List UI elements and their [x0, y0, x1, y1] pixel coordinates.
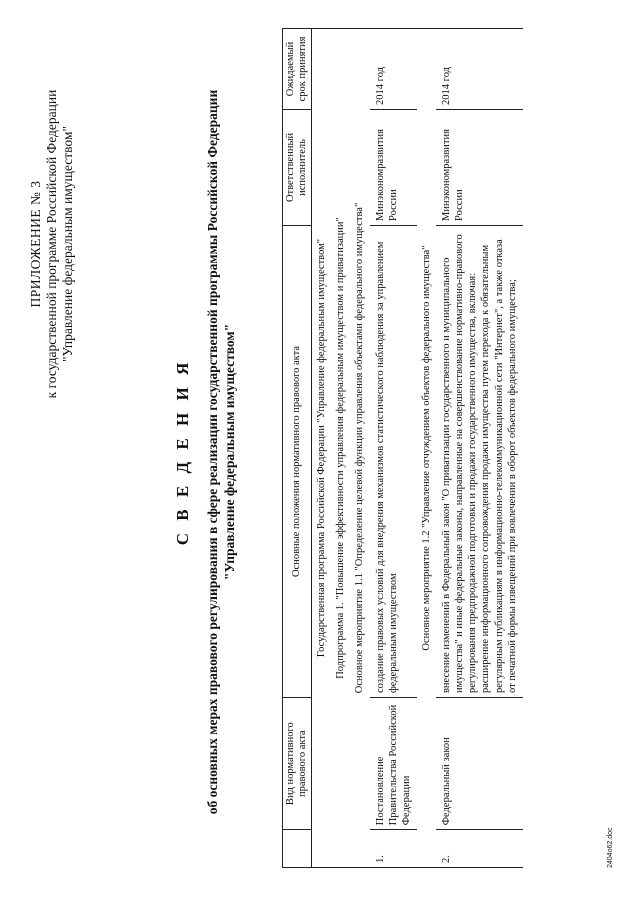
- row-2-num: 2.: [436, 830, 523, 868]
- heading-line-2: "Управление федеральным имуществом": [222, 323, 238, 581]
- subprogram-row-text: Подпрограмма 1. "Повышение эффективности управления федеральным имуществом и приватизации": [331, 29, 350, 868]
- program-row-text: Государственная программа Российской Федерации "Управление федеральным имуществом": [312, 29, 332, 868]
- heading-title: С В Е Д Е Н И Я: [173, 358, 192, 546]
- program-row: [312, 29, 332, 868]
- row-1-num: 1.: [370, 830, 417, 868]
- subprogram-row: [331, 29, 350, 868]
- header-type: Вид нормативного правового акта: [283, 698, 312, 830]
- measure-1-2-text: Основное мероприятие 1.2 "Управление отчуждением объектов федерального имущества": [417, 29, 436, 868]
- document-heading: [172, 42, 239, 862]
- rotated-document: [20, 22, 620, 882]
- table-row: [370, 29, 417, 868]
- row-2-type: Федеральный закон: [436, 698, 523, 830]
- appendix-line-2: "Управление федеральным имуществом": [60, 126, 76, 362]
- measure-1-1-text: Основное мероприятие 1.1 "Определение целевой функции управления объектами федерального имущества": [350, 29, 369, 868]
- table-header-row: [283, 29, 312, 868]
- heading-line-1: об основных мерах правового регулирования в сфере реализации государственной программы Российской Федерации: [205, 89, 221, 815]
- table-row: [436, 29, 523, 868]
- header-term: Ожидаемый срок принятия: [283, 29, 312, 110]
- row-2-main-paragraph-2: расширение информационного сопровождения продажи имущества путем перехода к обязательным регулярным публикациям в информационно-телекоммуникационной сети "Интернет", а также отказа от печатной формы извещений при вовлечении в оборот объектов федерального имущества;: [480, 239, 518, 694]
- appendix-block: [28, 34, 77, 454]
- row-2-executor: Минэкономразвития России: [436, 109, 523, 225]
- row-2-main-paragraph-1: внесение изменений в Федеральный закон "О приватизации государственного и муниципального имущества" и иные федеральные законы, направленные на совершенствование нормативно-правового регулирования предпродажной подготовки и продажи государственного имущества, включая:: [441, 234, 479, 694]
- row-2-main: [436, 225, 523, 697]
- row-1-type: Постановление Правительства Российской Федерации: [370, 698, 417, 830]
- measures-table: [282, 28, 523, 868]
- row-2-term: 2014 год: [436, 29, 523, 110]
- header-num: [283, 830, 312, 868]
- header-main: Основные положения нормативного правового акта: [283, 225, 312, 697]
- row-1-main: создание правовых условий для внедрения механизмов статистического наблюдения за управлением федеральным имуществом: [370, 225, 417, 697]
- row-1-term: 2014 год: [370, 29, 417, 110]
- measure-row: [350, 29, 369, 868]
- appendix-line-1: к государственной программе Российской Федерации: [44, 89, 60, 399]
- file-code: 2404о62.doc: [607, 827, 615, 868]
- appendix-title: ПРИЛОЖЕНИЕ № 3: [28, 180, 43, 308]
- measure-row: [417, 29, 436, 868]
- row-1-executor: Минэкономразвития России: [370, 109, 417, 225]
- header-executor: Ответственный исполнитель: [283, 109, 312, 225]
